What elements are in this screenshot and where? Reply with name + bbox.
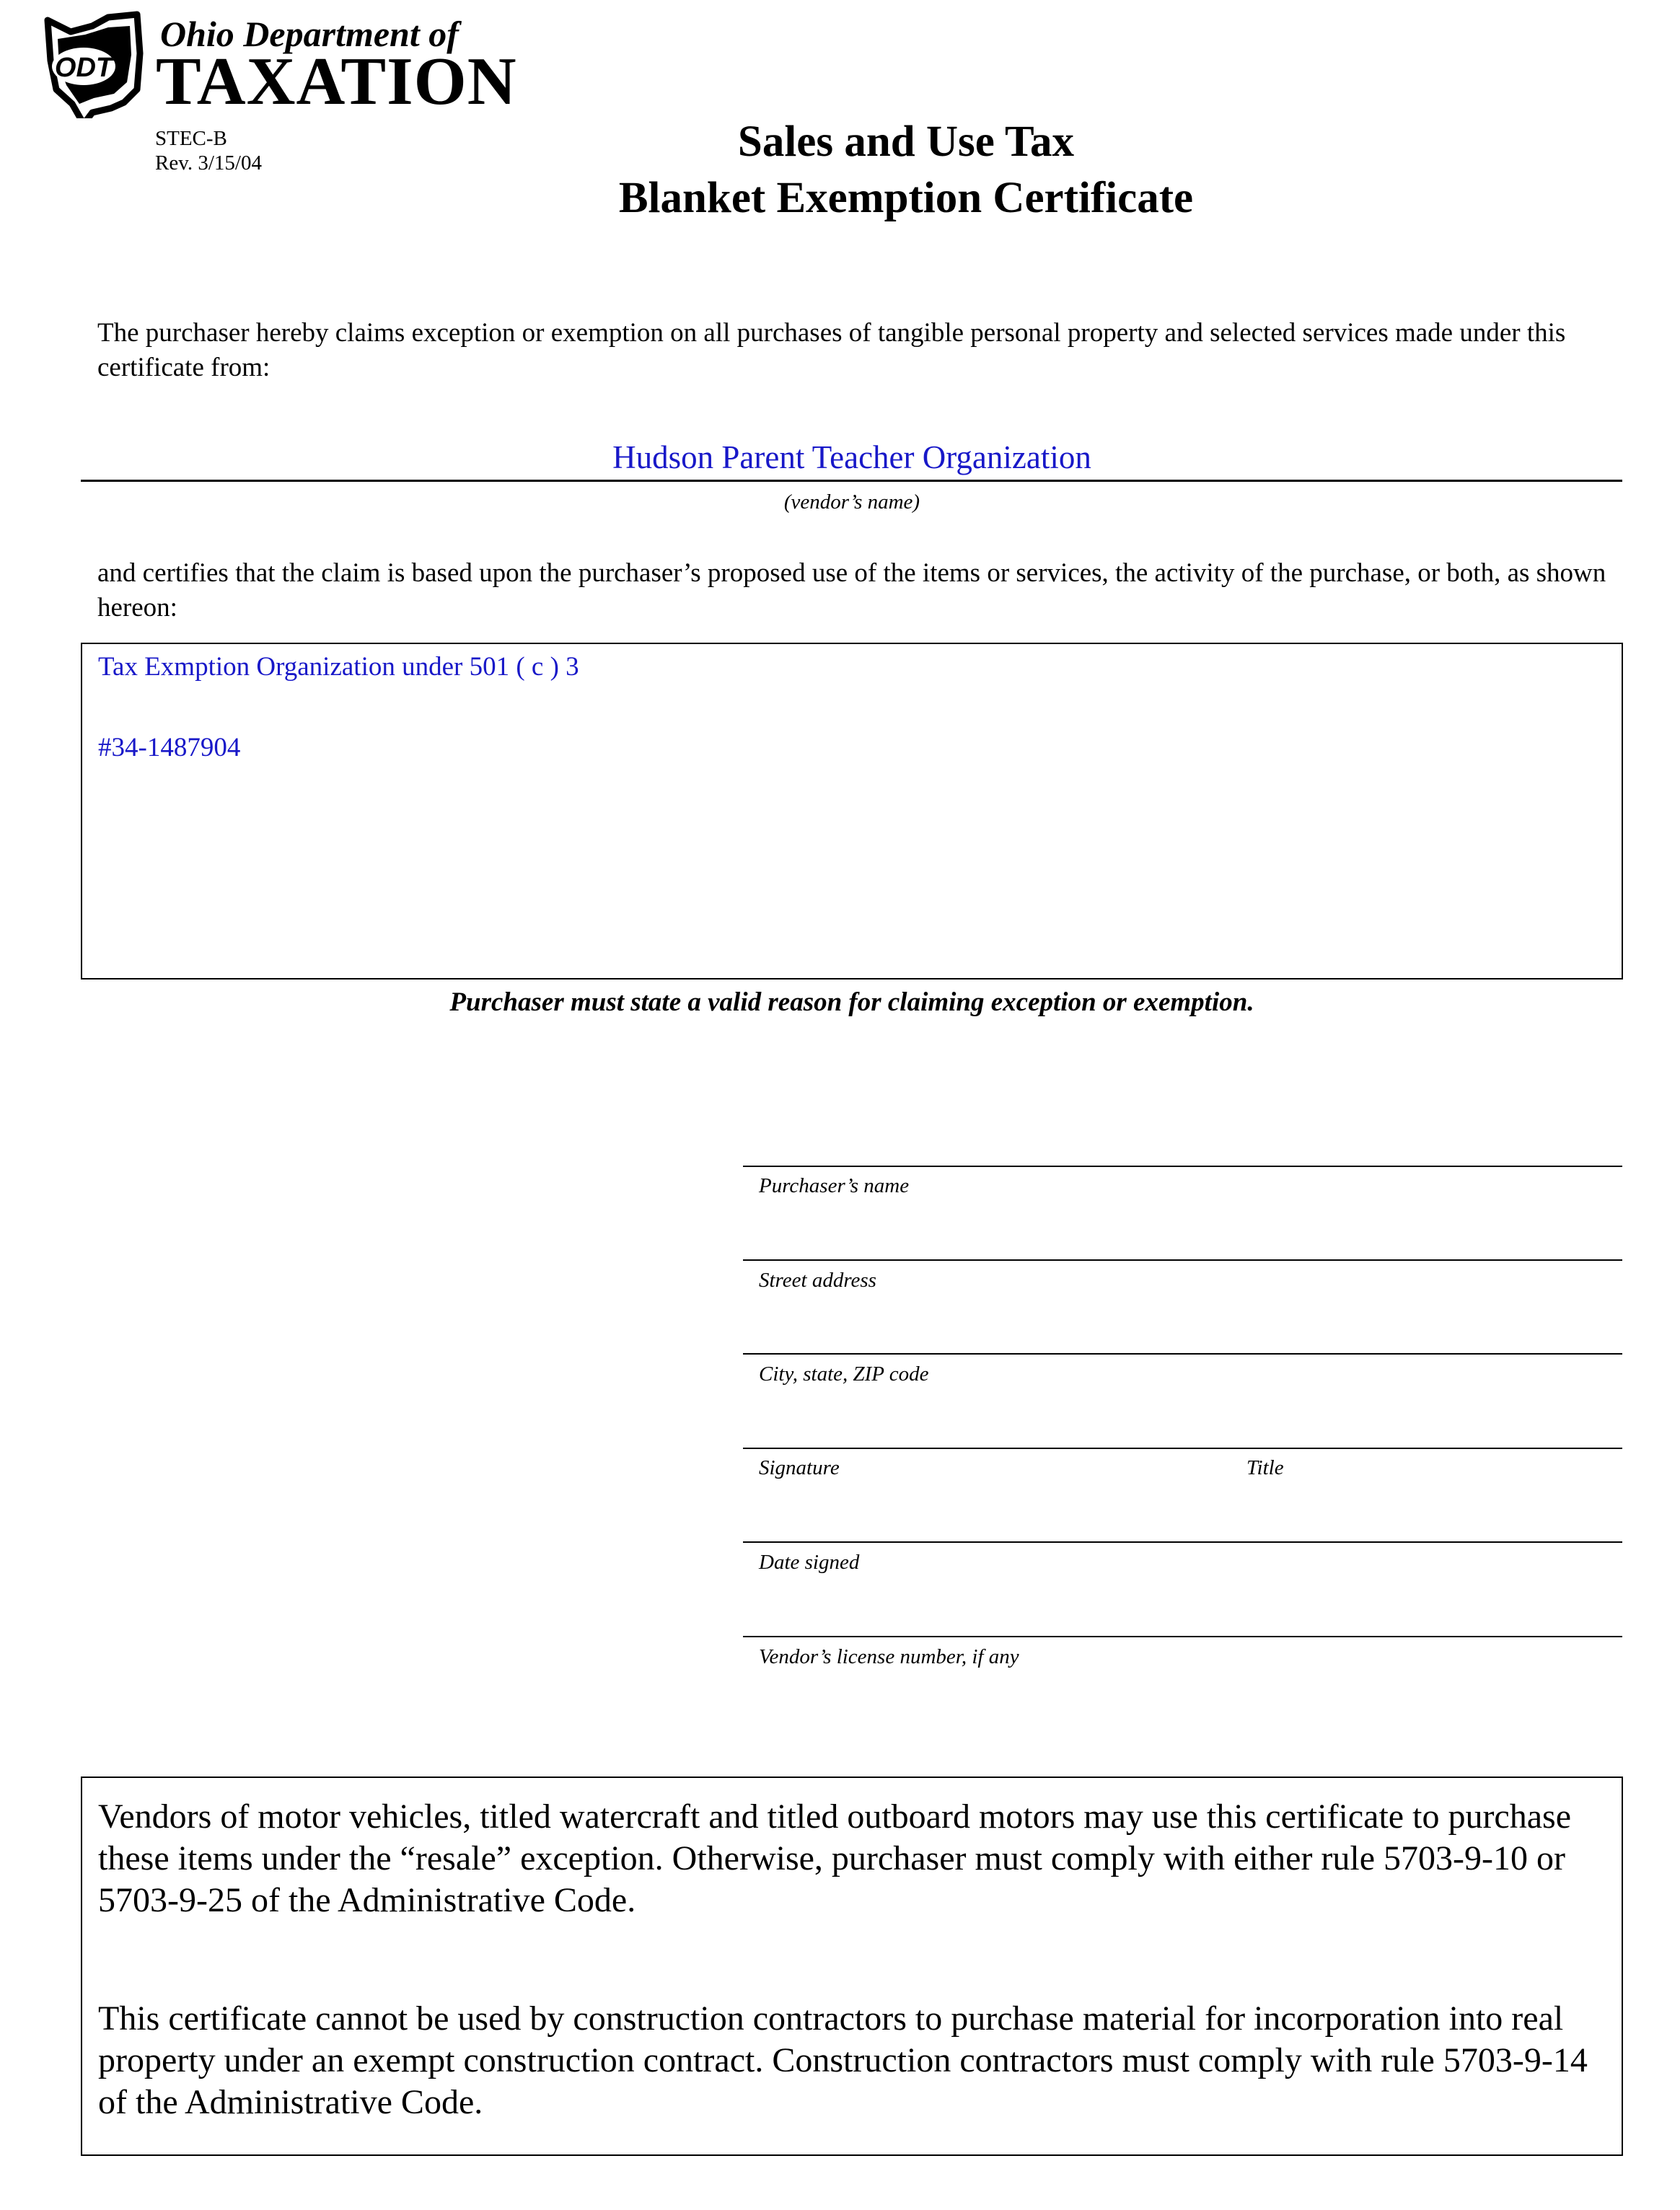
notice-paragraph-1: Vendors of motor vehicles, titled watercraft and titled outboard motors may use this certificate to purchase these items under the “resale” exception. Otherwise, purchaser must comply with either rule 5703-9-10 or 5703-9-25 of the Administrative Code.: [98, 1797, 1572, 1919]
vendor-license-field[interactable]: [743, 1636, 1622, 1637]
notice-paragraph-2: This certificate cannot be used by construction contractors to purchase material for incorporation into real property under an exempt construction contract. Construction contractors must comply with rule 5703-9-14 of the Administrative Code.: [98, 1999, 1588, 2121]
department-name: Ohio Department of: [160, 14, 459, 54]
form-revision: Rev. 3/15/04: [155, 151, 262, 175]
purchaser-name-label: Purchaser’s name: [759, 1174, 910, 1197]
certifies-text: and certifies that the claim is based upon the purchaser’s proposed use of the items or services, the activity of the purchase, or both, as shown hereon:: [97, 558, 1606, 622]
vendor-name-caption: (vendor’s name): [783, 490, 920, 514]
intro-text: The purchaser hereby claims exception or exemption on all purchases of tangible personal property and selected services made under this certificate from:: [97, 318, 1566, 382]
vendor-name-line: [81, 480, 1622, 482]
city-state-zip-field[interactable]: [743, 1353, 1622, 1355]
form-id: STEC-B: [155, 127, 227, 150]
date-signed-field[interactable]: [743, 1541, 1622, 1543]
purchaser-name-field[interactable]: [743, 1166, 1622, 1167]
vendor-license-label: Vendor’s license number, if any: [759, 1645, 1019, 1668]
exemption-reason-field[interactable]: [81, 643, 1623, 979]
ohio-state-outline-icon: [42, 10, 157, 118]
signature-label: Signature: [759, 1456, 840, 1479]
agency-name: TAXATION: [156, 44, 517, 119]
signature-field[interactable]: [743, 1448, 1622, 1449]
notice-box: [81, 1777, 1623, 2156]
reason-line-1: Tax Exmption Organization under 501 ( c ) 3: [98, 652, 579, 682]
street-address-field[interactable]: [743, 1259, 1622, 1261]
form-title-line2: Blanket Exemption Certificate: [618, 174, 1194, 222]
city-state-zip-label: City, state, ZIP code: [759, 1362, 929, 1386]
logo-monogram: ODT: [54, 53, 113, 83]
reason-line-2: #34-1487904: [98, 733, 241, 762]
ohio-taxation-logo: [42, 10, 517, 119]
vendor-name-field[interactable]: Hudson Parent Teacher Organization: [612, 439, 1091, 475]
street-address-label: Street address: [759, 1269, 876, 1292]
date-signed-label: Date signed: [759, 1551, 860, 1574]
title-label: Title: [1246, 1456, 1284, 1479]
must-state-notice: Purchaser must state a valid reason for claiming exception or exemption.: [449, 987, 1254, 1017]
form-title-line1: Sales and Use Tax: [737, 118, 1075, 166]
